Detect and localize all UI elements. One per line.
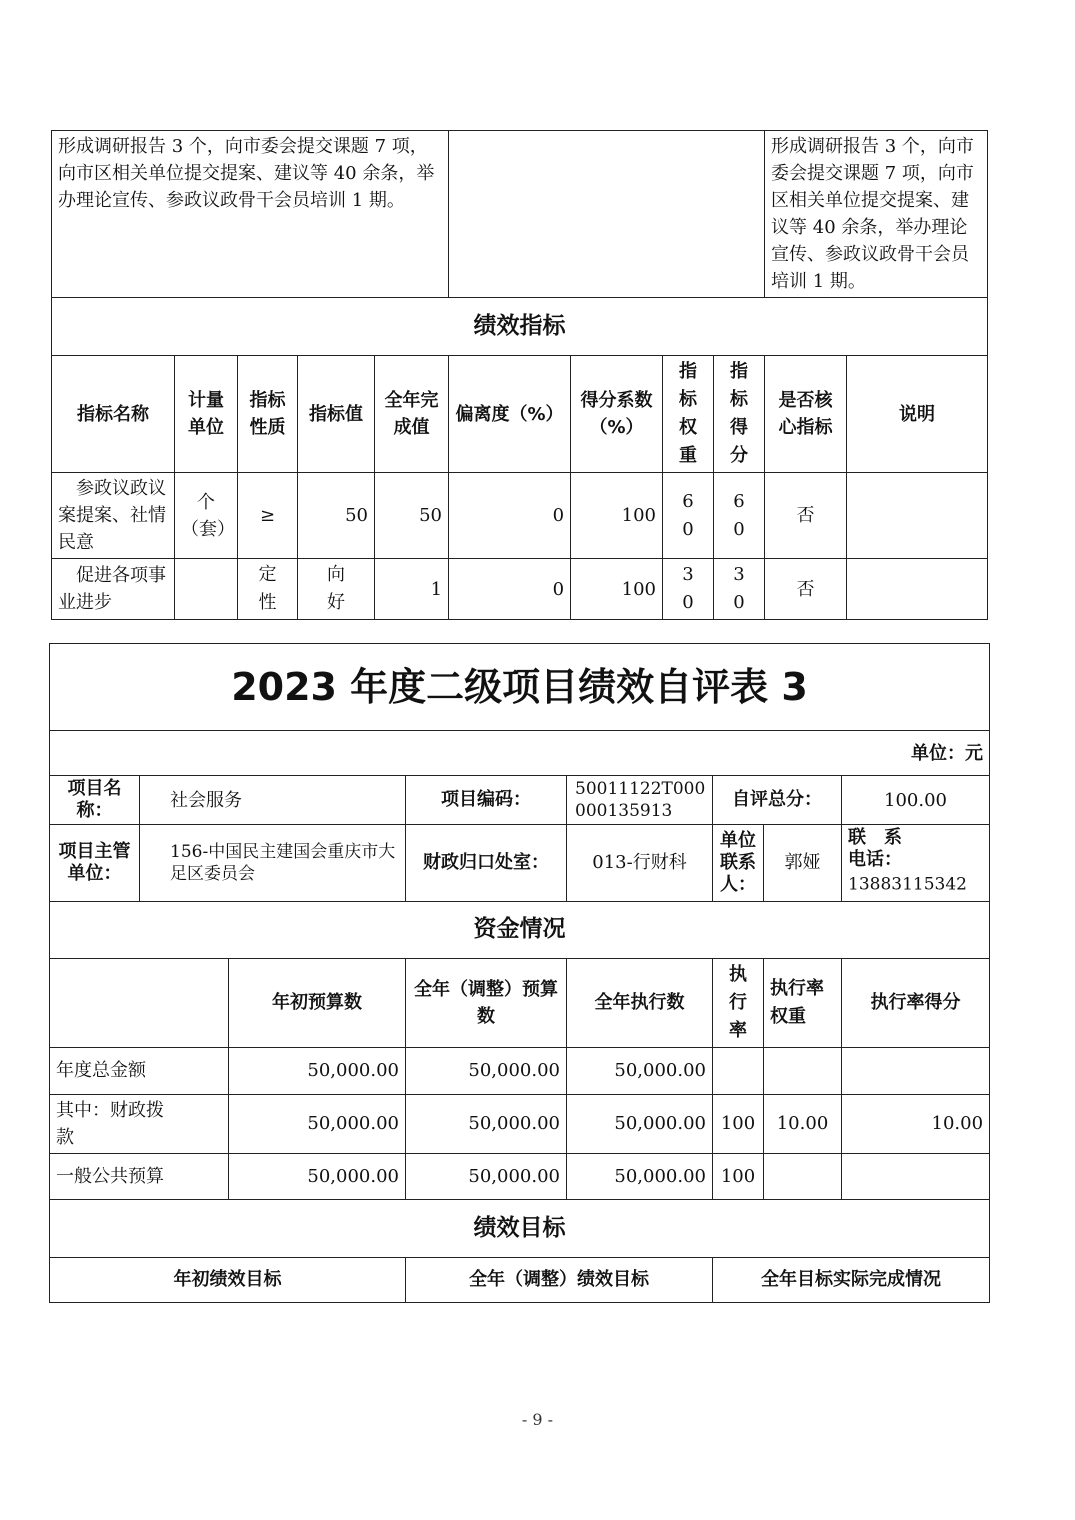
execution-rate-value [713,1047,764,1094]
execution-weight-value: 10.00 [764,1094,842,1153]
initial-budget-value: 50,000.00 [229,1153,406,1199]
actual-completion-text: 形成调研报告 3 个，向市委会提交课题 7 项，向市区相关单位提交提案、建议等 40 余条，举办理论宣传、参政议政骨干会员培训 1 期。 [765,131,988,298]
execution-weight-value [764,1153,842,1199]
header-initial-budget: 年初预算数 [229,958,406,1047]
performance-indicator-table [51,130,988,620]
adjusted-budget-value: 50,000.00 [406,1047,567,1094]
header-completed-value: 全年完成值 [375,356,449,473]
indicator-score-coefficient: 100 [571,559,663,620]
goals-header-row [50,1257,990,1302]
contact-label: 单位联系人： [713,825,764,902]
execution-score-value: 10.00 [842,1094,990,1153]
indicator-score: 60 [714,473,765,559]
indicator-core: 否 [765,473,847,559]
table-row [50,1153,990,1199]
header-weight: 指标权重 [663,356,714,473]
initial-budget-value: 50,000.00 [229,1047,406,1094]
indicator-nature: 定性 [238,559,298,620]
header-deviation: 偏离度（%） [449,356,571,473]
table-row [50,1094,990,1153]
indicator-target-value: 向好 [298,559,375,620]
header-remarks: 说明 [847,356,988,473]
indicator-core: 否 [765,559,847,620]
execution-score-value [842,1153,990,1199]
execution-rate-value: 100 [713,1094,764,1153]
header-indicator-name: 指标名称 [52,356,175,473]
initial-budget-value: 50,000.00 [229,1094,406,1153]
indicator-deviation: 0 [449,473,571,559]
adjusted-budget-value: 50,000.00 [406,1094,567,1153]
header-target-value: 指标值 [298,356,375,473]
indicator-deviation: 0 [449,559,571,620]
indicator-completed-value: 50 [375,473,449,559]
indicator-unit [175,559,238,620]
execution-score-value [842,1047,990,1094]
header-core-indicator: 是否核心指标 [765,356,847,473]
funds-header-row [50,958,990,1047]
indicator-unit: 个（套） [175,473,238,559]
indicator-remarks [847,473,988,559]
funds-row-label: 年度总金额 [50,1047,229,1094]
project-name-label: 项目名称： [50,776,140,825]
header-execution-rate: 执行率 [713,958,764,1047]
section-title-indicators: 绩效指标 [52,298,988,356]
execution-rate-value: 100 [713,1153,764,1199]
self-score-label: 自评总分： [713,776,842,825]
phone-label: 联 系电话： [848,827,902,870]
header-unit: 计量单位 [175,356,238,473]
table-row [50,1047,990,1094]
indicator-nature: ≥ [238,473,298,559]
office-label: 财政归口处室： [406,825,567,902]
info-row [50,776,990,825]
funds-header-blank [50,958,229,1047]
indicator-name: 参政议政议案提案、社情民意 [52,473,175,559]
info-row [50,825,990,902]
dept: 156-中国民主建国会重庆市大足区委员会 [140,825,406,902]
adjusted-goal-text [449,131,765,298]
initial-goal-text: 形成调研报告 3 个，向市委会提交课题 7 项，向市区相关单位提交提案、建议等 40 余条，举办理论宣传、参政议政骨干会员培训 1 期。 [52,131,449,298]
page-title: 2023 年度二级项目绩效自评表 3 [50,644,990,731]
execution-weight-value [764,1047,842,1094]
header-score-coefficient: 得分系数（%） [571,356,663,473]
indicator-score: 30 [714,559,765,620]
adjusted-budget-value: 50,000.00 [406,1153,567,1199]
funds-row-label: 一般公共预算 [50,1153,229,1199]
phone: 13883115342 [848,874,967,895]
executed-value: 50,000.00 [567,1094,713,1153]
header-executed: 全年执行数 [567,958,713,1047]
indicator-header-row [52,356,988,473]
header-execution-weight: 执行率权重 [764,958,842,1047]
project-code-label: 项目编码： [406,776,567,825]
office: 013-行财科 [567,825,713,902]
header-adjusted-budget: 全年（调整）预算数 [406,958,567,1047]
executed-value: 50,000.00 [567,1047,713,1094]
indicator-weight: 60 [663,473,714,559]
funds-row-label: 其中：财政拨款 [50,1094,229,1153]
page-number: - 9 - [521,1410,554,1429]
section-title-goals: 绩效目标 [50,1199,990,1257]
section-title-funds: 资金情况 [50,901,990,958]
table-row [52,559,988,620]
indicator-completed-value: 1 [375,559,449,620]
indicator-name: 促进各项事业进步 [52,559,175,620]
header-execution-score: 执行率得分 [842,958,990,1047]
project-code: 50011122T000000135913 [567,776,713,825]
header-actual-completion: 全年目标实际完成情况 [713,1257,990,1302]
indicator-target-value: 50 [298,473,375,559]
contact: 郭娅 [764,825,842,902]
header-adjusted-goal: 全年（调整）绩效目标 [406,1257,713,1302]
unit-label: 单位：元 [50,731,990,776]
header-nature: 指标性质 [238,356,298,473]
project-name: 社会服务 [140,776,406,825]
dept-label: 项目主管单位： [50,825,140,902]
header-initial-goal: 年初绩效目标 [50,1257,406,1302]
self-score: 100.00 [842,776,990,825]
table-row [52,473,988,559]
executed-value: 50,000.00 [567,1153,713,1199]
indicator-weight: 30 [663,559,714,620]
header-score: 指标得分 [714,356,765,473]
phone-cell [842,825,990,902]
indicator-remarks [847,559,988,620]
indicator-score-coefficient: 100 [571,473,663,559]
project-self-evaluation-table [49,643,990,1303]
